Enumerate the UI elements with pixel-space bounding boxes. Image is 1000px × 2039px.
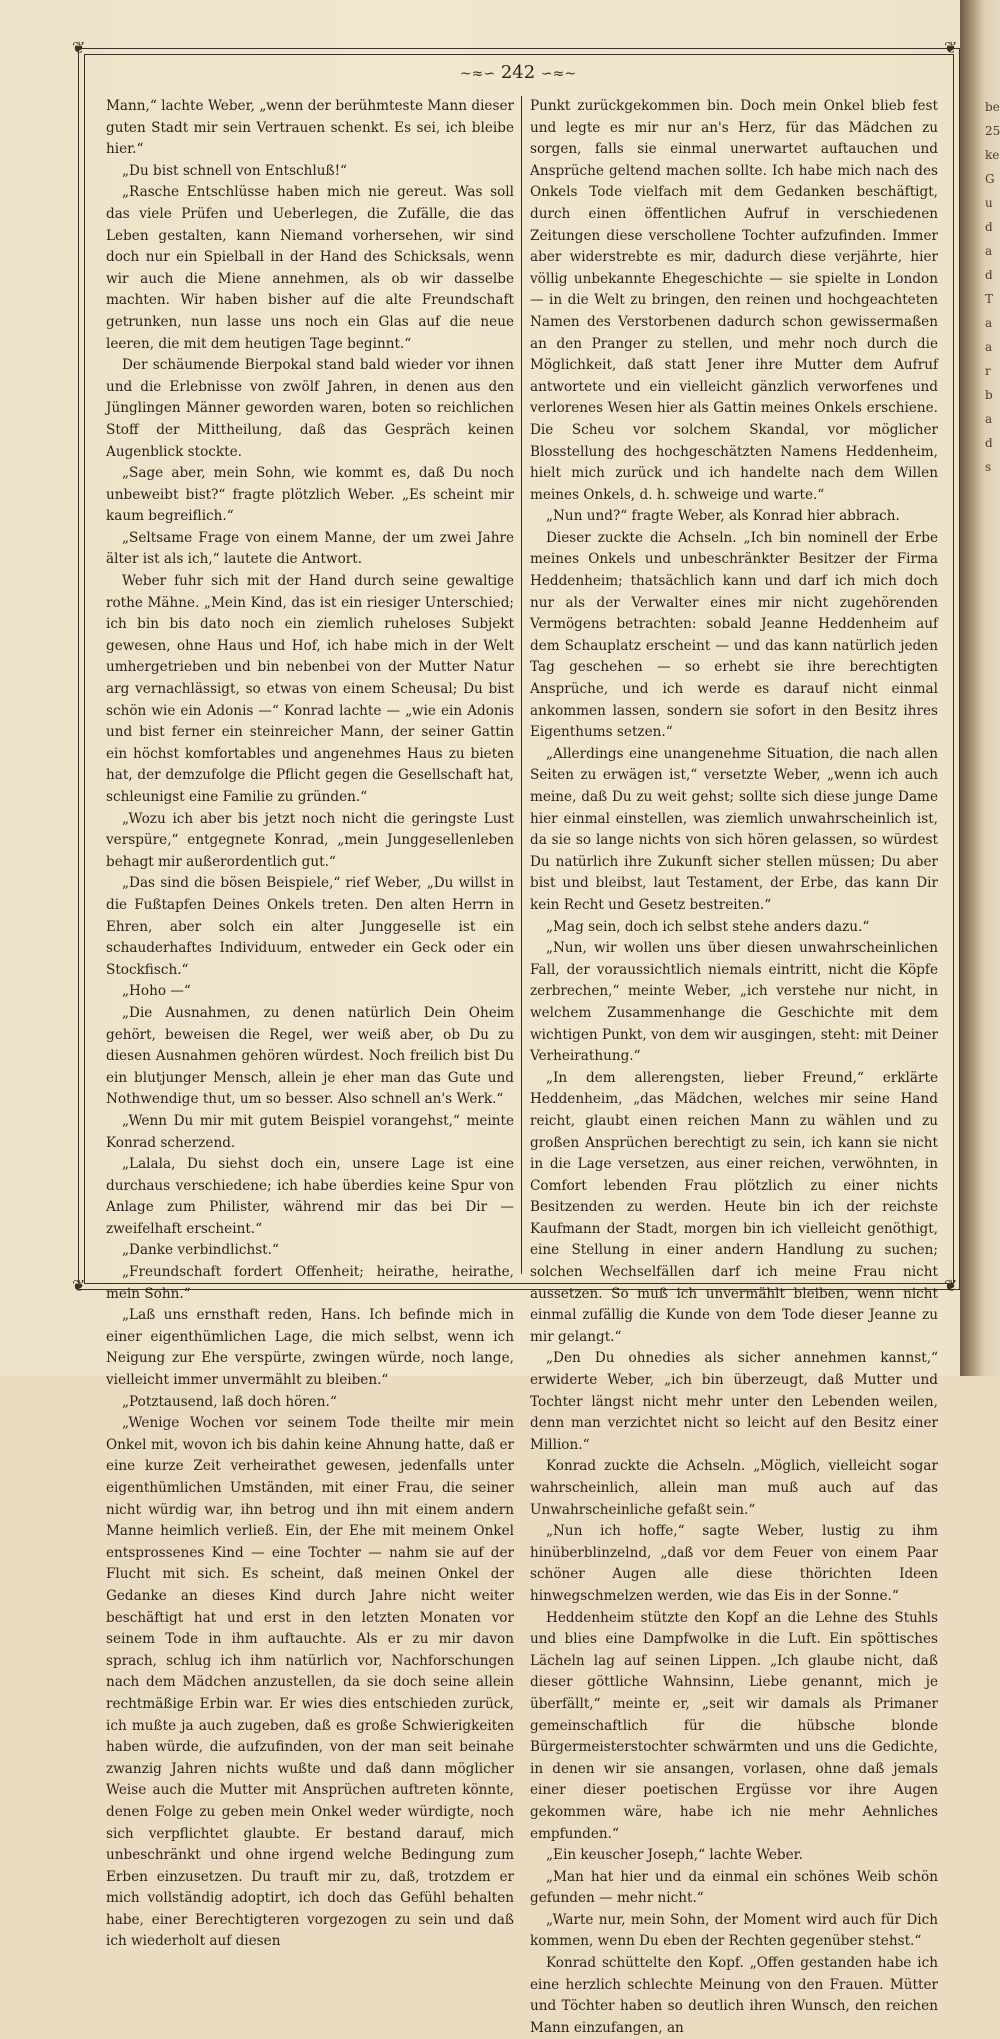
paragraph: „Danke verbindlichst.“: [122, 1242, 279, 1259]
left-text-column: [106, 96, 514, 1950]
page-number: 242: [500, 62, 536, 83]
paragraph: Konrad zuckte die Achseln. „Möglich, vielleicht sogar wahrscheinlich, allein man muß auch auf das Unwahrscheinliche gefaßt sein.“: [530, 1458, 938, 1518]
paragraph: „Nun ich hoffe,“ sagte Weber, lustig zu ihm hinüberblinzelnd, „daß vor dem Feuer von einem Paar schöner Augen alle diese thörichten Ideen hinwegschmelzen werden, wie das Eis in der Sonne.“: [530, 1523, 938, 1604]
header-ornament-left-icon: ~≈∽: [459, 66, 496, 82]
corner-ornament-icon: ❦: [72, 1276, 86, 1295]
header-ornament-right-icon: ∽≈~: [540, 66, 577, 82]
paragraph: „Mag sein, doch ich selbst stehe anders dazu.“: [546, 918, 870, 935]
paragraph: „Nun, wir wollen uns über diesen unwahrscheinlichen Fall, der voraussichtlich niemals eintritt, nicht die Köpfe zerbrechen,“ meinte Weber, „ich verstehe nur nicht, in welchem Zusammenhange die Geschichte mit dem wichtigen Punkt, von dem wir ausgingen, steht: mit Deiner Verheirathung.“: [530, 940, 938, 1065]
paragraph: „Wozu ich aber bis jetzt noch nicht die geringste Lust verspüre,“ entgegnete Konrad, „mein Junggesellenleben behagt mir außerordentlich gut.“: [106, 810, 514, 870]
paragraph: „Wenn Du mir mit gutem Beispiel vorangehst,“ meinte Konrad scherzend.: [106, 1112, 514, 1151]
paragraph: „Du bist schnell von Entschluß!“: [122, 162, 348, 179]
paragraph: Dieser zuckte die Achseln. „Ich bin nominell der Erbe meines Onkels und unbeschränkter Besitzer der Firma Heddenheim; thatsächlich kann und darf ich mich doch nur als der Verwalter eines mir nicht zugehörenden Vermögens betrachten: sobald Jeanne Heddenheim auf dem Schauplatz erscheint — und das kann natürlich jeden Tag geschehen — so erhebt sie ihre berechtigten Ansprüche, und ich werde es darauf nicht einmal ankommen lassen, sondern sie sofort in den Besitz ihres Eigenthums setzen.“: [530, 529, 938, 741]
column-divider: [521, 96, 522, 1274]
right-text-column: [530, 96, 938, 2036]
paragraph: „Den Du ohnedies als sicher annehmen kannst,“ erwiderte Weber, „ich bin überzeugt, daß Mutter und Tochter längst nicht mehr unter den Lebenden weilen, denn man verzichtet nicht so leicht auf den Besitz einer Million.“: [530, 1350, 938, 1453]
paragraph: „Seltsame Frage von einem Manne, der um zwei Jahre älter ist als ich,“ lautete die Antwort.: [106, 529, 514, 568]
paragraph: Weber fuhr sich mit der Hand durch seine gewaltige rothe Mähne. „Mein Kind, das ist ein riesiger Unterschied; ich bin bis dato noch ein ziemlich ruheloses Subjekt gewesen, ohne Haus und Hof, ich habe mich in der Welt umhergetrieben und bin nebenbei von der Mutter Natur arg vernachlässigt, so etwas von einem Scheusal; Du bist schön wie ein Adonis —“ Konrad lachte — „wie ein Adonis und bist ferner ein steinreicher Mann, der seiner Gattin ein höchst komfortables und angenehmes Haus zu bieten hat, der demzufolge die Pflicht gegen die Gesellschaft hat, schleunigst eine Familie zu gründen.“: [106, 573, 514, 805]
corner-ornament-icon: ❦: [944, 1276, 958, 1295]
paragraph: „In dem allerengsten, lieber Freund,“ erklärte Heddenheim, „das Mädchen, welches mir seine Hand reicht, glaubt einen reichen Mann zu wählen und zu großen Ansprüchen berechtigt zu sein, ich kann sie nicht in die Lage versetzen, aus einer reichen, verwöhnten, in Comfort lebenden Frau plötzlich zu einer nichts Besitzenden zu werden. Heute bin ich der reichste Kaufmann der Stadt, morgen bin ich vielleicht genöthigt, eine Stellung in einer andern Handlung zu suchen; solchen Wechselfällen darf ich meine Frau nicht aussetzen. So muß ich unvermählt bleiben, wenn nicht einmal zufällig die Kunde von dem Tode dieser Jeanne zu mir gelangt.“: [530, 1069, 938, 1345]
paragraph: „Hoho —“: [122, 983, 191, 1000]
paragraph: „Lalala, Du siehst doch ein, unsere Lage ist eine durchaus verschiedene; ich habe überdies keine Spur von Anlage zum Philister, während mir das bei Dir — zweifelhaft erscheint.“: [106, 1156, 514, 1237]
paragraph: „Ein keuscher Joseph,“ lachte Weber.: [546, 1847, 803, 1864]
corner-ornament-icon: ❦: [72, 38, 86, 57]
paragraph: „Allerdings eine unangenehme Situation, die nach allen Seiten zu erwägen ist,“ versetzte Weber, „wenn ich auch meine, daß Du zu weit gehst; sollte sich diese junge Dame hier einmal einstellen, was ziemlich unwahrscheinlich ist, da sie so lange nichts von sich hören gelassen, so würdest Du natürlich ihre Zukunft sicher stellen müssen; Du aber bist und bleibst, laut Testament, der Erbe, das kann Dir kein Recht und Gesetz bestreiten.“: [530, 745, 938, 913]
paragraph: Konrad schüttelte den Kopf. „Offen gestanden habe ich eine herzlich schlechte Meinung von den Frauen. Mütter und Töchter haben so deutlich ihren Wunsch, den reichen Mann einzufangen, an: [530, 1955, 938, 2036]
paragraph: „Wenige Wochen vor seinem Tode theilte mir mein Onkel mit, wovon ich bis dahin keine Ahnung hatte, daß er eine kurze Zeit verheirathet gewesen, jedenfalls unter eigenthümlichen Umständen, mit einer Frau, die seiner nicht würdig war, ihn betrog und ihn mit einem andern Manne heimlich verließ. Ein, der Ehe mit meinem Onkel entsprossenes Kind — eine Tochter — nahm sie auf der Flucht mit sich. Es scheint, daß meinen Onkel der Gedanke an dieses Kind durch Jahre nicht weiter beschäftigt hat und erst in den letzten Monaten vor seinem Tode in ihm auftauchte. Als er zu mir davon sprach, schlug ich ihm natürlich vor, Nachforschungen nach dem Mädchen anzustellen, da sie doch seine allein rechtmäßige Erbin war. Er wies dies entschieden zurück, ich mußte ja auch zugeben, daß es große Schwierigkeiten haben würde, die aufzufinden, von der man seit beinahe zwanzig Jahren nichts wußte und daß dann möglicher Weise auch die Mutter mit Ansprüchen auftreten könnte, denen Folge zu geben mein Onkel weder würdigte, noch sich verpflichtet glaubte. Er bestand darauf, mich unbeschränkt und ohne irgend welche Bedingung zum Erben einzusetzen. Du trauft mir zu, daß, trotzdem er mich vollständig adoptirt, ich doch das Gefühl behalten habe, einer Berechtigteren vorgezogen zu sein und daß ich wiederholt auf diesen: [106, 1415, 514, 1950]
paragraph: „Man hat hier und da einmal ein schönes Weib schön gefunden — mehr nicht.“: [530, 1868, 938, 1907]
paragraph: „Die Ausnahmen, zu denen natürlich Dein Oheim gehört, beweisen die Regel, wer weiß aber, ob Du zu diesen Ausnahmen gehören würdest. Noch freilich bist Du ein blutjunger Mensch, allein je eher man das Gute und Nothwendige thut, um so besser. Also schnell an's Werk.“: [106, 1004, 514, 1108]
paragraph: „Sage aber, mein Sohn, wie kommt es, daß Du noch unbeweibt bist?“ fragte plötzlich Weber. „Es scheint mir kaum begreiflich.“: [106, 465, 514, 525]
paragraph: „Nun und?“ fragte Weber, als Konrad hier abbrach.: [546, 508, 900, 525]
paragraph: Der schäumende Bierpokal stand bald wieder vor ihnen und die Erlebnisse von zwölf Jahren, in denen aus den Jünglingen Männer geworden waren, boten so reichlichen Stoff der Mittheilung, daß das Gespräch keinen Augenblick stockte.: [106, 357, 514, 460]
paragraph: „Potztausend, laß doch hören.“: [122, 1393, 337, 1410]
paragraph: „Freundschaft fordert Offenheit; heirathe, heirathe, mein Sohn.“: [106, 1264, 514, 1302]
paragraph: Heddenheim stützte den Kopf an die Lehne des Stuhls und blies eine Dampfwolke in die Luft. Ein spöttisches Lächeln lag auf seinen Lippen. „Ich glaube nicht, daß dieser göttliche Wahnsinn, Liebe genannt, mich je überfällt,“ meinte er, „seit wir damals als Primaner gemeinschaftlich für die hübsche blonde Bürgermeisterstochter schwärmten und uns die Gedichte, in denen wir sie ansangen, vorlasen, ohne daß jemals einer dieser poetischen Ergüsse vor ihre Augen gekommen wäre, habe ich nie mehr Aehnliches empfunden.“: [530, 1609, 938, 1842]
corner-ornament-icon: ❦: [944, 38, 958, 57]
paragraph: „Warte nur, mein Sohn, der Moment wird auch für Dich kommen, wenn Du eben der Rechten gegenüber stehst.“: [530, 1911, 938, 1950]
paragraph: „Das sind die bösen Beispiele,“ rief Weber, „Du willst in die Fußtapfen Deines Onkels treten. Den alten Herrn in Ehren, aber solch ein alter Junggeselle ist ein schauderhaftes Individuum, entweder ein Geck oder ein Stockfisch.“: [106, 875, 514, 978]
page-header: [84, 58, 952, 88]
next-page-edge-text: be 25 ke G u d a d T a a r b a d s: [985, 100, 1000, 474]
paragraph: Mann,“ lachte Weber, „wenn der berühmteste Mann dieser guten Stadt mir sein Vertrauen schenkt. Es sei, ich bleibe hier.“: [106, 98, 514, 158]
paragraph: Punkt zurückgekommen bin. Doch mein Onkel blieb fest und legte es mir nur an's Herz, für das Mädchen zu sorgen, falls sie einmal unerwartet auftauchen und Ansprüche geltend machen sollte. Ich habe mich nach des Onkels Tode vielfach mit dem Gedanken beschäftigt, durch einen öffentlichen Aufruf in verschiedenen Zeitungen diese verschollene Tochter aufzufinden. Immer aber widerstrebte es mir, dadurch diese verjährte, hier völlig unbekannte Ehegeschichte — sie spielte in London — in die Welt zu bringen, den reinen und hochgeachteten Namen des Verstorbenen dadurch schon gewissermaßen an den Pranger zu stellen, und mehr noch durch die Möglichkeit, daß statt Jener ihre Mutter dem Aufruf antwortete und ein vielleicht gänzlich verworfenes und verlorenes Wesen hier als Gattin meines Onkels erschiene. Die Scheu vor solchem Skandal, vor möglicher Blosstellung des hochgeschätzten Namens Heddenheim, hielt mich zurück und ich handelte nach dem Willen meines Onkels, d. h. schweige und warte.“: [530, 98, 938, 503]
paragraph: „Laß uns ernsthaft reden, Hans. Ich befinde mich in einer eigenthümlichen Lage, die mich selbst, wenn ich Neigung zur Ehe verspürte, zwingen würde, noch lange, vielleicht immer unvermählt zu bleiben.“: [106, 1307, 514, 1389]
paragraph: „Rasche Entschlüsse haben mich nie gereut. Was soll das viele Prüfen und Ueberlegen, die Zufälle, die das Leben gestalten, kann Niemand vorhersehen, wir sind doch nur ein Spielball in der Hand des Schicksals, wenn wir auch die Miene annehmen, als ob wir dasselbe machten. Wir haben bisher auf die alte Freundschaft getrunken, nun lasse uns noch ein Glas auf die neue leeren, die mit dem heutigen Tage beginnt.“: [106, 184, 514, 352]
